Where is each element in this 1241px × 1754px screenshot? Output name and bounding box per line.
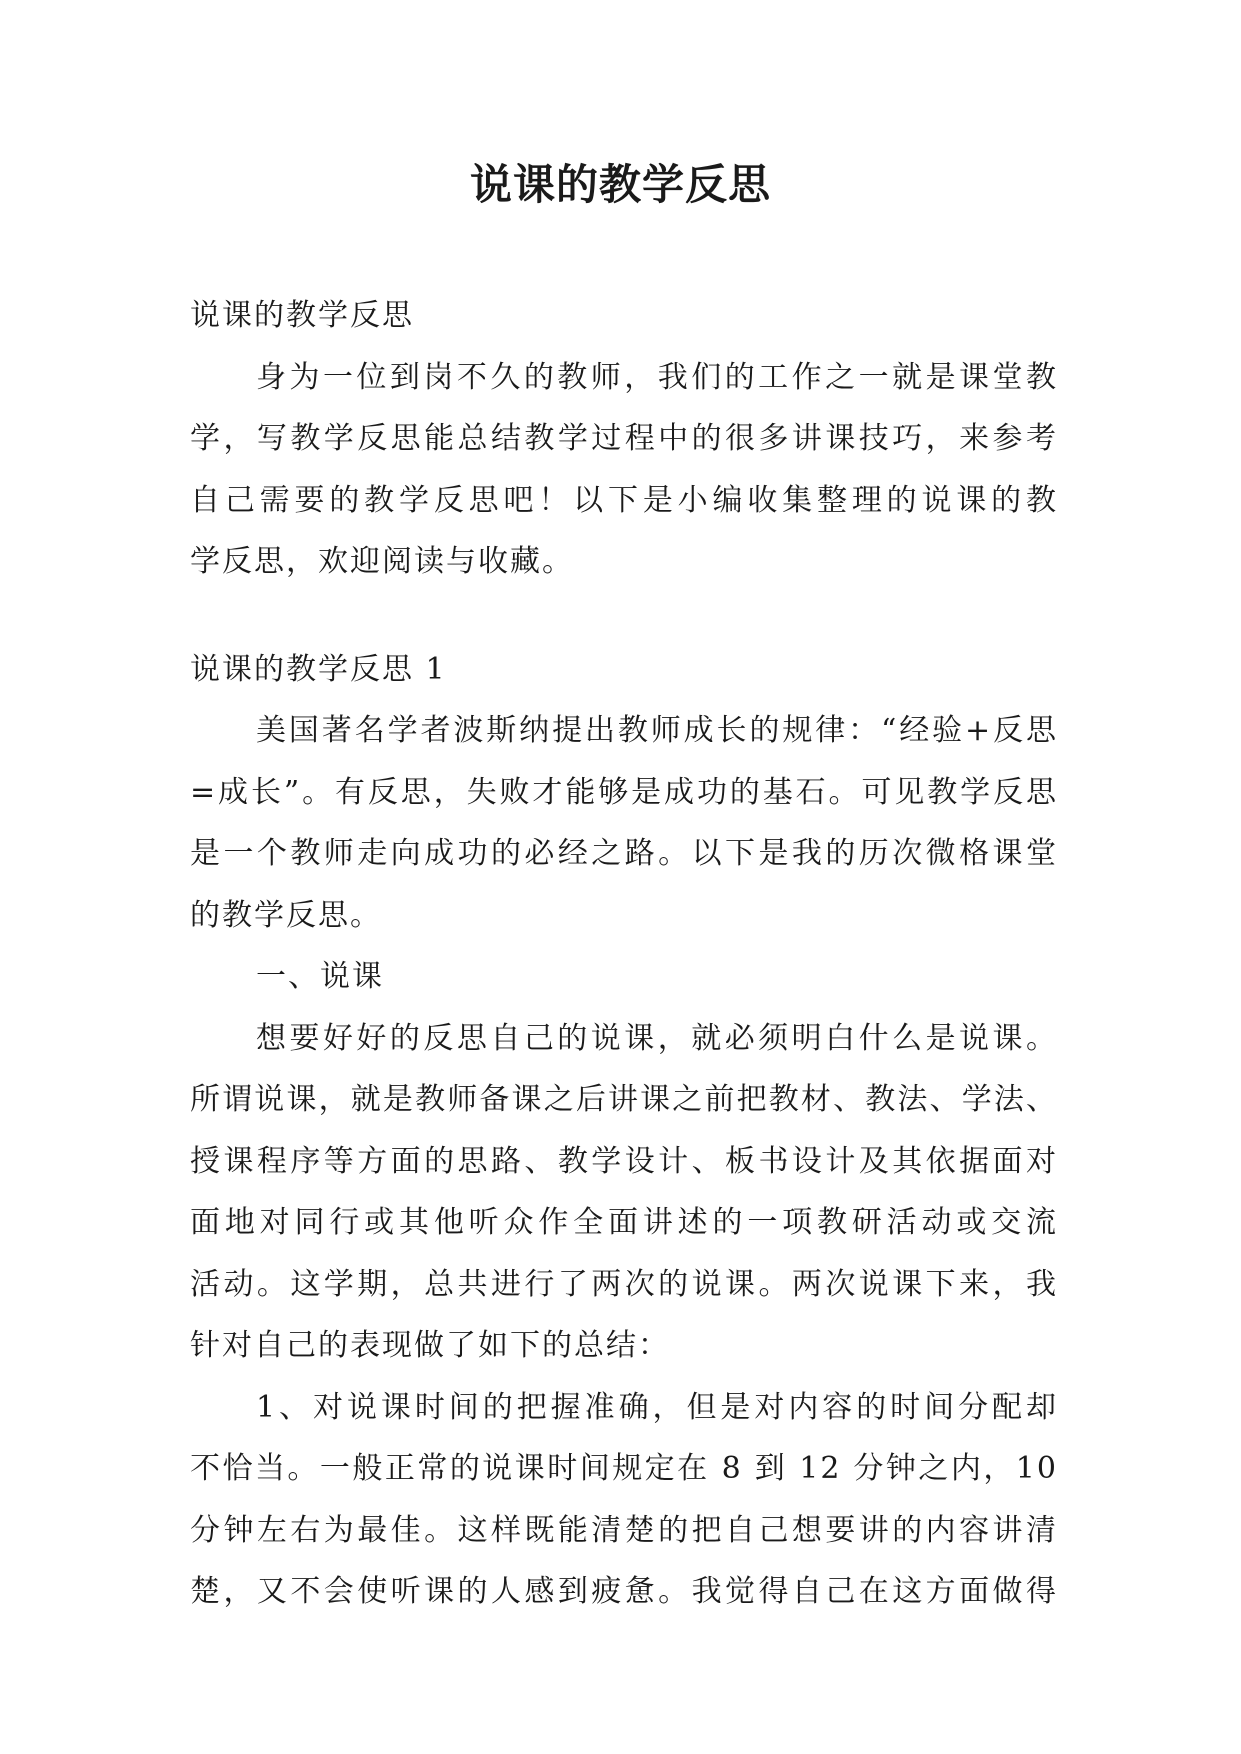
paragraph-line: 所谓说课，就是教师备课之后讲课之前把教材、教法、学法、 [190, 1082, 1058, 1117]
paragraph-line: 不恰当。一般正常的说课时间规定在 8 到 12 分钟之内，10 [190, 1451, 1058, 1486]
paragraph-line: 身为一位到岗不久的教师，我们的工作之一就是课堂教 [256, 359, 1058, 395]
paragraph-line: 分钟左右为最佳。这样既能清楚的把自己想要讲的内容讲清 [190, 1512, 1058, 1548]
paragraph-line: 美国著名学者波斯纳提出教师成长的规律：“经验+反思 [256, 713, 1058, 748]
document-title: 说课的教学反思 [469, 160, 771, 209]
intro-heading: 说课的教学反思 [190, 298, 414, 333]
paragraph-line: 面地对同行或其他听众作全面讲述的一项教研活动或交流 [190, 1205, 1058, 1240]
section-heading: 说课的教学反思 1 [190, 651, 447, 687]
paragraph-line: 学反思，欢迎阅读与收藏。 [190, 544, 574, 579]
paragraph-line: 楚，又不会使听课的人感到疲惫。我觉得自己在这方面做得 [190, 1574, 1058, 1609]
paragraph-line: 学，写教学反思能总结教学过程中的很多讲课技巧，来参考 [190, 421, 1058, 456]
paragraph-line: 想要好好的反思自己的说课，就必须明白什么是说课。 [256, 1020, 1058, 1056]
paragraph-line: 是一个教师走向成功的必经之路。以下是我的历次微格课堂 [190, 836, 1058, 871]
paragraph-line: 的教学反思。 [190, 897, 382, 933]
paragraph-line: 活动。这学期，总共进行了两次的说课。两次说课下来，我 [190, 1266, 1058, 1302]
paragraph-line: 授课程序等方面的思路、教学设计、板书设计及其依据面对 [190, 1143, 1058, 1179]
subheading: 一、说课 [256, 959, 384, 994]
section-gap [190, 593, 1058, 639]
paragraph-line: =成长”。有反思，失败才能够是成功的基石。可见教学反思 [190, 774, 1058, 810]
document-body [190, 285, 1058, 1623]
paragraph-line: 自己需要的教学反思吧！以下是小编收集整理的说课的教 [190, 482, 1058, 518]
paragraph-line: 针对自己的表现做了如下的总结： [190, 1328, 670, 1363]
paragraph-line: 1、对说课时间的把握准确，但是对内容的时间分配却 [256, 1389, 1058, 1425]
